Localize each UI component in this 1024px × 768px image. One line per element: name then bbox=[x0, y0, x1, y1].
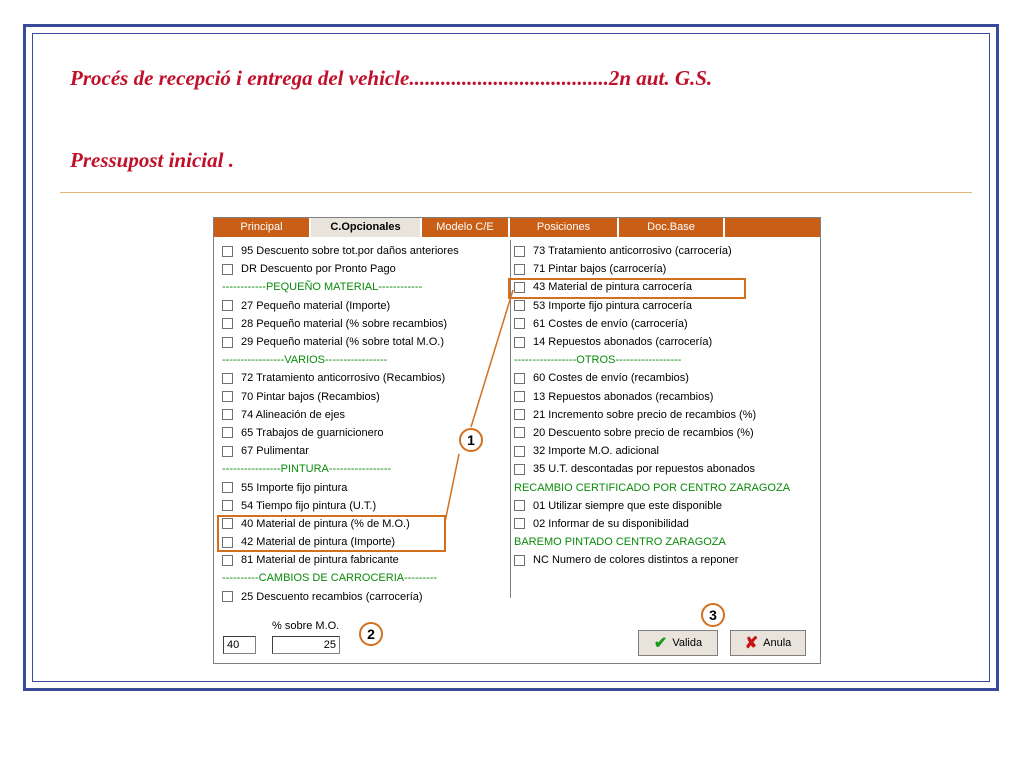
section-label: ----------CAMBIOS DE CARROCERIA--------- bbox=[222, 572, 438, 585]
checkbox[interactable] bbox=[222, 500, 233, 511]
option-label: 61 Costes de envío (carrocería) bbox=[533, 317, 688, 330]
code-input[interactable]: 40 bbox=[223, 636, 256, 654]
option-label: 54 Tiempo fijo pintura (U.T.) bbox=[241, 499, 377, 512]
option-label: 42 Material de pintura (Importe) bbox=[241, 536, 396, 549]
option-label: 65 Trabajos de guarnicionero bbox=[241, 426, 384, 439]
tab-modelo[interactable]: Modelo C/E bbox=[422, 218, 510, 237]
right-option-3[interactable] bbox=[514, 297, 790, 315]
checkbox[interactable] bbox=[514, 300, 525, 311]
section-label: -----------------VARIOS----------------- bbox=[222, 354, 388, 367]
right-option-14[interactable] bbox=[514, 497, 790, 515]
checkbox[interactable] bbox=[514, 500, 525, 511]
checkbox[interactable] bbox=[514, 427, 525, 438]
left-option-0[interactable] bbox=[222, 242, 459, 260]
checkbox[interactable] bbox=[514, 409, 525, 420]
left-option-11[interactable] bbox=[222, 442, 459, 460]
tab-principal[interactable]: Principal bbox=[214, 218, 311, 237]
valida-label: Valida bbox=[672, 637, 703, 649]
options-window bbox=[213, 217, 821, 664]
right-option-4[interactable] bbox=[514, 315, 790, 333]
option-label: 70 Pintar bajos (Recambios) bbox=[241, 390, 380, 403]
right-option-7[interactable] bbox=[514, 369, 790, 387]
checkbox[interactable] bbox=[222, 591, 233, 602]
option-label: 35 U.T. descontadas por repuestos abonados bbox=[533, 463, 755, 476]
section-label: RECAMBIO CERTIFICADO POR CENTRO ZARAGOZA bbox=[514, 481, 791, 494]
option-label: 55 Importe fijo pintura bbox=[241, 481, 348, 494]
option-label: 25 Descuento recambios (carrocería) bbox=[241, 590, 423, 603]
tab-opcionales[interactable]: C.Opcionales bbox=[311, 218, 422, 237]
option-label: 29 Pequeño material (% sobre total M.O.) bbox=[241, 336, 444, 349]
section-label: ------------PEQUEÑO MATERIAL------------ bbox=[222, 281, 423, 294]
option-label: 13 Repuestos abonados (recambios) bbox=[533, 390, 714, 403]
left-option-4[interactable] bbox=[222, 315, 459, 333]
checkbox[interactable] bbox=[514, 246, 525, 257]
option-label: 81 Material de pintura fabricante bbox=[241, 554, 399, 567]
checkbox[interactable] bbox=[222, 427, 233, 438]
checkbox[interactable] bbox=[222, 337, 233, 348]
cross-icon: ✘ bbox=[744, 635, 759, 652]
callout-2: 2 bbox=[359, 622, 383, 646]
left-section-header-6 bbox=[222, 351, 459, 369]
check-icon: ✔ bbox=[653, 635, 668, 652]
percent-label: % sobre M.O. bbox=[272, 620, 340, 632]
left-section-header-18 bbox=[222, 569, 459, 587]
option-label: 53 Importe fijo pintura carrocería bbox=[533, 299, 692, 312]
right-option-12[interactable] bbox=[514, 460, 790, 478]
left-option-5[interactable] bbox=[222, 333, 459, 351]
right-option-15[interactable] bbox=[514, 515, 790, 533]
section-label: BAREMO PINTADO CENTRO ZARAGOZA bbox=[514, 536, 726, 549]
tab-docbase[interactable]: Doc.Base bbox=[619, 218, 725, 237]
checkbox[interactable] bbox=[222, 391, 233, 402]
right-option-9[interactable] bbox=[514, 406, 790, 424]
left-option-10[interactable] bbox=[222, 424, 459, 442]
title-divider bbox=[60, 192, 972, 193]
right-option-10[interactable] bbox=[514, 424, 790, 442]
left-option-19[interactable] bbox=[222, 588, 459, 606]
checkbox[interactable] bbox=[222, 318, 233, 329]
option-label: 20 Descuento sobre precio de recambios (%) bbox=[533, 426, 754, 439]
option-label: 43 Material de pintura carrocería bbox=[533, 281, 692, 294]
left-section-header-2 bbox=[222, 278, 459, 296]
right-section-header-6 bbox=[514, 351, 790, 369]
highlight-box-carroceria bbox=[508, 278, 746, 299]
checkbox[interactable] bbox=[222, 300, 233, 311]
right-option-8[interactable] bbox=[514, 388, 790, 406]
checkbox[interactable] bbox=[514, 391, 525, 402]
checkbox[interactable] bbox=[222, 409, 233, 420]
checkbox[interactable] bbox=[514, 318, 525, 329]
option-label: 74 Alineación de ejes bbox=[241, 408, 345, 421]
option-label: 01 Utilizar siempre que este disponible bbox=[533, 499, 722, 512]
right-option-1[interactable] bbox=[514, 260, 790, 278]
right-option-17[interactable] bbox=[514, 551, 790, 569]
checkbox[interactable] bbox=[222, 373, 233, 384]
left-option-13[interactable] bbox=[222, 478, 459, 496]
tab-posiciones[interactable]: Posiciones bbox=[510, 218, 619, 237]
checkbox[interactable] bbox=[222, 446, 233, 457]
callout-3: 3 bbox=[701, 603, 725, 627]
option-label: DR Descuento por Pronto Pago bbox=[241, 263, 396, 276]
option-label: 72 Tratamiento anticorrosivo (Recambios) bbox=[241, 372, 446, 385]
left-option-9[interactable] bbox=[222, 406, 459, 424]
option-label: 02 Informar de su disponibilidad bbox=[533, 517, 689, 530]
right-option-11[interactable] bbox=[514, 442, 790, 460]
checkbox[interactable] bbox=[514, 373, 525, 384]
checkbox[interactable] bbox=[222, 555, 233, 566]
right-option-0[interactable] bbox=[514, 242, 790, 260]
option-label: 73 Tratamiento anticorrosivo (carrocería) bbox=[533, 245, 732, 258]
checkbox[interactable] bbox=[514, 446, 525, 457]
left-option-1[interactable] bbox=[222, 260, 459, 278]
option-label: NC Numero de colores distintos a reponer bbox=[533, 554, 739, 567]
highlight-box-pintura bbox=[217, 515, 446, 552]
checkbox[interactable] bbox=[514, 337, 525, 348]
left-option-8[interactable] bbox=[222, 388, 459, 406]
checkbox[interactable] bbox=[222, 264, 233, 275]
checkbox[interactable] bbox=[514, 264, 525, 275]
percent-input[interactable]: 25 bbox=[272, 636, 340, 654]
option-label: 27 Pequeño material (Importe) bbox=[241, 299, 391, 312]
left-section-header-12 bbox=[222, 460, 459, 478]
right-option-5[interactable] bbox=[514, 333, 790, 351]
checkbox[interactable] bbox=[222, 482, 233, 493]
slide-subtitle: Pressupost inicial . bbox=[70, 148, 234, 172]
tab-bar bbox=[214, 218, 820, 237]
left-option-3[interactable] bbox=[222, 297, 459, 315]
section-label: -----------------OTROS------------------ bbox=[514, 354, 682, 367]
option-label: 32 Importe M.O. adicional bbox=[533, 445, 659, 458]
checkbox[interactable] bbox=[222, 246, 233, 257]
checkbox[interactable] bbox=[514, 555, 525, 566]
callout-1: 1 bbox=[459, 428, 483, 452]
right-section-header-13 bbox=[514, 478, 790, 496]
option-label: 71 Pintar bajos (carrocería) bbox=[533, 263, 667, 276]
option-label: 40 Material de pintura (% de M.O.) bbox=[241, 517, 410, 530]
option-label: 21 Incremento sobre precio de recambios (%) bbox=[533, 408, 757, 421]
option-label: 67 Pulimentar bbox=[241, 445, 309, 458]
right-section-header-16 bbox=[514, 533, 790, 551]
anula-label: Anula bbox=[763, 637, 792, 649]
option-label: 95 Descuento sobre tot.por daños anteriores bbox=[241, 245, 459, 258]
option-label: 14 Repuestos abonados (carrocería) bbox=[533, 336, 713, 349]
left-option-17[interactable] bbox=[222, 551, 459, 569]
checkbox[interactable] bbox=[514, 518, 525, 529]
left-option-14[interactable] bbox=[222, 497, 459, 515]
option-label: 28 Pequeño material (% sobre recambios) bbox=[241, 317, 448, 330]
slide-title: Procés de recepció i entrega del vehicle......................................2n aut. G.S. bbox=[70, 66, 713, 90]
section-label: ----------------PINTURA----------------- bbox=[222, 463, 392, 476]
left-option-7[interactable] bbox=[222, 369, 459, 387]
checkbox[interactable] bbox=[514, 464, 525, 475]
option-label: 60 Costes de envío (recambios) bbox=[533, 372, 689, 385]
anula-button[interactable] bbox=[730, 630, 806, 656]
valida-button[interactable] bbox=[638, 630, 718, 656]
